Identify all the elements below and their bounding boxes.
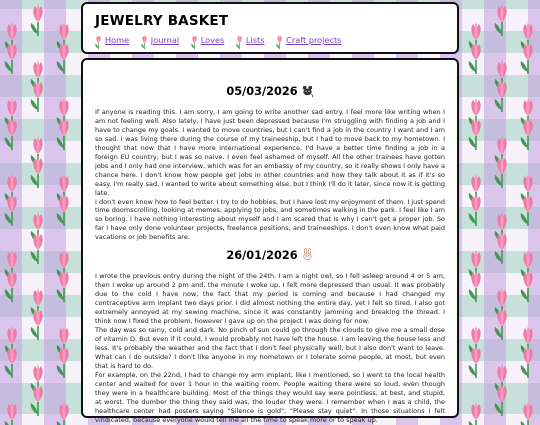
nav-link-loves[interactable]: [191, 35, 225, 45]
entry-paragraph: The day was so rainy, cold and dark. No pinch of sun could go through the clouds to give me a small dose of vitamin D. But even if it could, I would probably not have left the house. I am leaving the house less and less. It's probably the weather and the fact that I don't feel physically well, but I also don't want to leave. What can I do outside? I don't like anyone in my hometown or I tolerate some people, at most, but even that is hard to do.: [95, 326, 445, 370]
site-header: [81, 2, 459, 54]
tulip-icon: [31, 4, 43, 36]
nav-link-label: Journal: [150, 35, 180, 45]
entry-date: 05/03/2026: [226, 85, 298, 98]
entry-date: 26/01/2026: [226, 249, 298, 263]
tulip-icon: [141, 35, 148, 44]
journal-content: [81, 58, 459, 424]
entry-date-heading: [95, 84, 445, 98]
nav-link-label: Loves: [200, 35, 225, 45]
journal-entry: [95, 248, 445, 424]
tulip-icon: [57, 402, 69, 425]
nav-link-home[interactable]: [95, 35, 129, 45]
tulip-icon: [521, 402, 533, 425]
entry-body: [95, 272, 445, 424]
nav-link-label: Home: [105, 35, 130, 45]
tulip-icon: [236, 35, 243, 44]
nav-link-lists[interactable]: [236, 35, 265, 45]
rat-icon: [301, 84, 314, 97]
nav-link-label: Lists: [245, 35, 265, 45]
tulip-icon: [95, 35, 102, 44]
entry-paragraph: I don't even know how to feel better. I try to do hobbies, but I have lost my enjoyment of them. I just spend time doomscrolling, looking at memes, applying to jobs, and sometimes walking in the park. I feel like I am so boring. I have nothing interesting about myself and I am scared that is why I can't get a proper job. So far I have only done volunteer projects, freelance positions, and traineeships. I don't even know what paid vacations or job benefits are.: [95, 197, 445, 242]
tulip-icon: [191, 35, 198, 44]
nav-link-craft-projects[interactable]: [276, 35, 341, 45]
tulip-icon: [469, 402, 481, 425]
entry-date-heading: [95, 248, 445, 262]
tulip-icon: [5, 402, 17, 425]
site-title: JEWELRY BASKET: [95, 13, 229, 29]
entry-paragraph: I wrote the previous entry during the night of the 24th. I am a night owl, so I fell asleep around 4 or 5 am, then I woke up around 2 pm and, the minute I woke up, I felt more depressed than usual. It was probably due to the cold I have now, the fact that my period is coming and because I had changed my contraceptive arm implant two days prior. I did almost nothing the entire day, yet I felt so tired. I also got extremely annoyed at my sewing machine, since it was constantly jamming and breaking the thread. I think now I fixed the problem, however I gave up on the project I was doing for now.: [95, 272, 445, 326]
journal-entry: [95, 84, 445, 242]
nav-link-journal[interactable]: [141, 35, 179, 45]
tulip-icon: [276, 35, 283, 44]
tulip-icon: [495, 4, 507, 36]
entry-paragraph: If anyone is reading this. I am sorry, I am going to write another sad entry. I feel more like writing when I am not feeling well. Also lately, I have just been depressed because I'm struggling with finding a job and I have to change my goals. I wanted to move countries, but I can't find a job in the country I want and I am so sad. I was living there during the course of my traineeship, but I had to move back to my hometown. I thought that now that I have more international experience, I'd have a better time finding a job in a foreign EU country, but I was so naive. I even feel ashamed of myself. All the other trainees have gotten jobs and I only had one interview, which was for an embassy of my country, so it really shows I only have a chance here. I don't know how people get jobs in other countries and how they talk about it as if it's so easy. I'm really sad. I wanted to write about something else, but I think I'll do it later, since now it is getting late.: [95, 108, 445, 197]
nav-link-label: Craft projects: [286, 35, 342, 45]
entry-paragraph: For example, on the 22nd, I had to change my arm implant, like I mentioned, so I went to the local health center and waited for over 1 hour in the waiting room. People waiting there were so loud, even though they were in a healthcare building. Most of the things they would say were pointless, at best, and stupid, at worst. The dumber the thing they said was, the louder they were. I remember when I was a child, the healthcare center had posters saying "Silence is gold", "Please stay quiet". In those situations I felt vindicated, because everyone would tell me all the time to speak more or to speak up.: [95, 370, 445, 424]
bunny-icon: [301, 248, 314, 261]
nav-bar: [95, 35, 445, 45]
entry-body: [95, 108, 445, 242]
